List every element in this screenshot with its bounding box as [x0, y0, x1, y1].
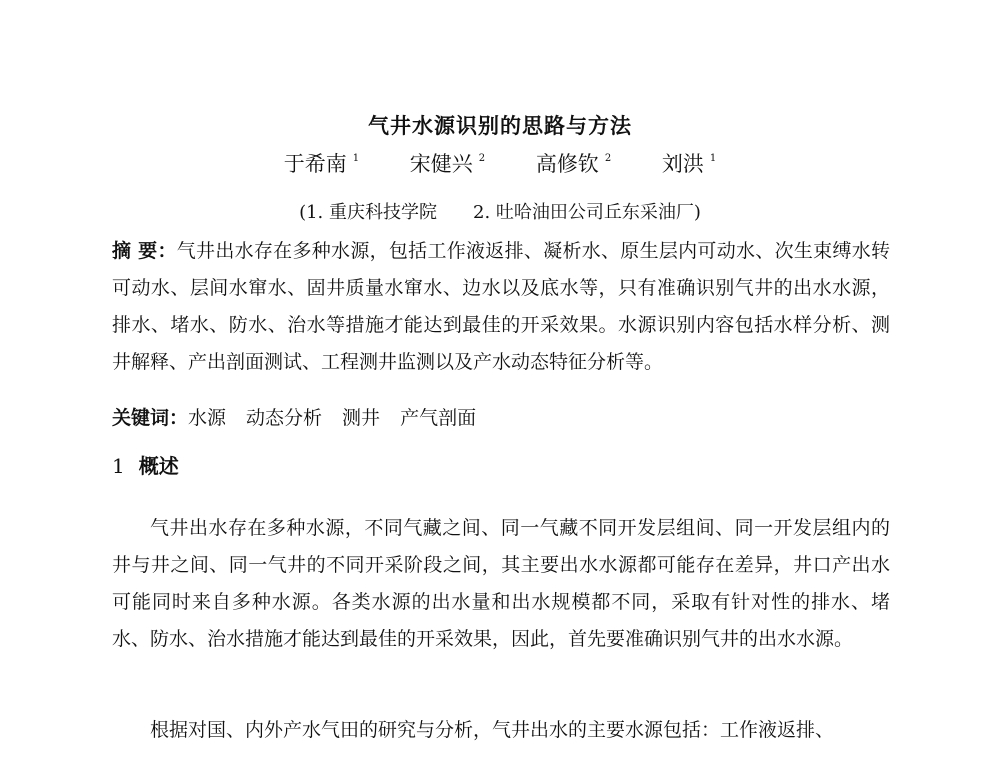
abstract-text: 气井出水存在多种水源，包括工作液返排、凝析水、原生层内可动水、次生束缚水转可动水、层间水窜水、固井质量水窜水、边水以及底水等，只有准确识别气井的出水水源，排水、堵水、防水、治水等措施才能达到最佳的开采效果。水源识别内容包括水样分析、测井解释、产出剖面测试、工程测井监测以及产水动态特征分析等。: [112, 240, 890, 373]
section-number: 1: [112, 454, 125, 478]
keyword: 测井: [342, 407, 381, 429]
abstract: [112, 233, 890, 381]
keyword: 产气剖面: [400, 407, 477, 429]
author-list: [0, 148, 1000, 178]
affiliation-1: (1. 重庆科技学院: [299, 202, 437, 223]
section-title: 概述: [138, 454, 179, 478]
section-heading: [112, 450, 179, 479]
author: 高修钦 $^2$: [535, 152, 612, 176]
paper-title: 气井水源识别的思路与方法: [368, 114, 632, 138]
keywords: [112, 400, 890, 437]
keyword: 动态分析: [246, 407, 323, 429]
author: 刘洪 $^1$: [661, 152, 717, 176]
body-paragraph: 根据对国、内外产水气田的研究与分析，气井出水的主要水源包括：工作液返排、: [150, 719, 835, 741]
author: 于希南 $^1$: [283, 152, 360, 176]
affiliation-2: 2. 吐哈油田公司丘东采油厂): [473, 202, 701, 223]
keywords-label: 关键词：: [112, 407, 189, 429]
body-paragraph: 气井出水存在多种水源，不同气藏之间、同一气藏不同开发层组间、同一开发层组内的井与井之间、同一气井的不同开采阶段之间，其主要出水水源都可能存在差异，井口产出水可能同时来自多种水源。各类水源的出水量和出水规模都不同，采取有针对性的排水、堵水、防水、治水措施才能达到最佳的开采效果，因此，首先要准确识别气井的出水水源。: [112, 517, 890, 650]
author: 宋健兴 $^2$: [409, 152, 486, 176]
keyword: 水源: [188, 407, 227, 429]
affiliations: [0, 198, 1000, 224]
abstract-label: 摘 要：: [112, 240, 177, 262]
